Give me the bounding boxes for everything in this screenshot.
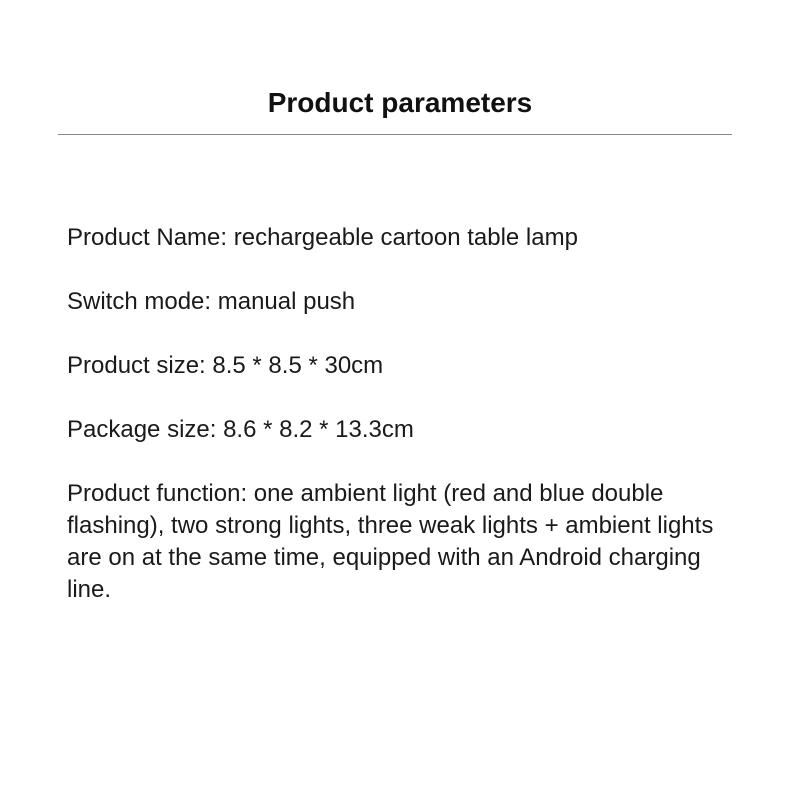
page-title: Product parameters [267, 87, 533, 118]
param-product-function: Product function: one ambient light (red and blue double flashing), two strong lights, three weak lights + ambient lights are on at the same time, equipped with an Android charging line. [67, 480, 714, 603]
parameter-list [67, 222, 747, 606]
title-divider [58, 134, 732, 135]
param-product-name: Product Name: rechargeable cartoon table lamp [67, 224, 578, 251]
param-product-size: Product size: 8.5 * 8.5 * 30cm [67, 352, 384, 379]
param-package-size: Package size: 8.6 * 8.2 * 13.3cm [67, 416, 414, 443]
param-switch-mode: Switch mode: manual push [67, 288, 356, 315]
